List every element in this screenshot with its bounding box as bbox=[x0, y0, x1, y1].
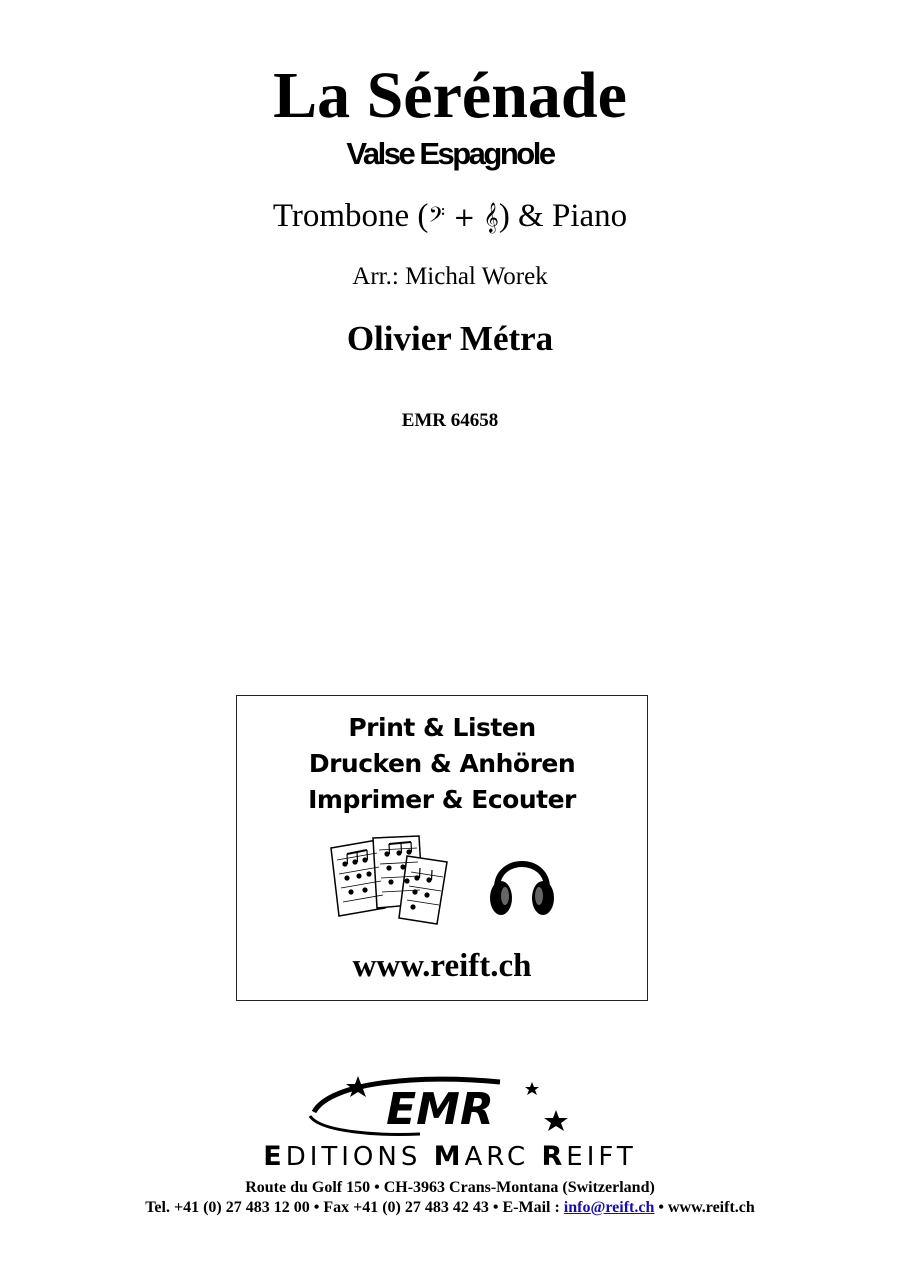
piece-title: La Sérénade bbox=[273, 59, 627, 132]
sheet-music-icon bbox=[329, 834, 457, 926]
emr-logo bbox=[300, 1072, 580, 1142]
publisher-address: Route du Golf 150 • CH-3963 Crans-Montana (Switzerland) bbox=[245, 1179, 655, 1196]
publisher-name-part: DITIONS bbox=[285, 1142, 434, 1172]
publisher-name-part: R bbox=[541, 1141, 567, 1172]
contact-website: • www.reift.ch bbox=[654, 1199, 755, 1216]
promo-line-german: Drucken & Anhören bbox=[308, 749, 576, 778]
composer-name: Olivier Métra bbox=[346, 319, 554, 358]
promo-line-french: Imprimer & Ecouter bbox=[308, 785, 576, 814]
email-link[interactable]: info@reift.ch bbox=[563, 1199, 655, 1216]
publisher-name-part: M bbox=[433, 1141, 465, 1172]
contact-phone-fax: Tel. +41 (0) 27 483 12 00 • Fax +41 (0) 27 483 42 43 • E-Mail : bbox=[145, 1199, 564, 1216]
publisher-contact bbox=[0, 1198, 900, 1218]
arranger-credit: Arr.: Michal Worek bbox=[352, 263, 548, 290]
clef-symbols: 𝄢 + 𝄞 bbox=[428, 203, 499, 233]
promo-line-english: Print & Listen bbox=[348, 713, 536, 742]
publisher-name-part: EIFT bbox=[566, 1142, 637, 1172]
publisher-name-part: E bbox=[263, 1141, 286, 1172]
catalog-number: EMR 64658 bbox=[401, 410, 499, 431]
instrumentation-prefix: Trombone ( bbox=[272, 198, 429, 234]
piece-subtitle: Valse Espagnole bbox=[346, 136, 554, 171]
logo-mark-text: EMR bbox=[386, 1084, 494, 1135]
instrumentation bbox=[0, 196, 900, 238]
headphones-icon bbox=[487, 842, 557, 922]
promo-website: www.reift.ch bbox=[352, 948, 532, 984]
publisher-name-part: ARC bbox=[464, 1142, 542, 1172]
publisher-name bbox=[0, 1142, 900, 1172]
print-listen-box bbox=[236, 695, 648, 1001]
instrumentation-suffix: ) & Piano bbox=[498, 198, 628, 234]
